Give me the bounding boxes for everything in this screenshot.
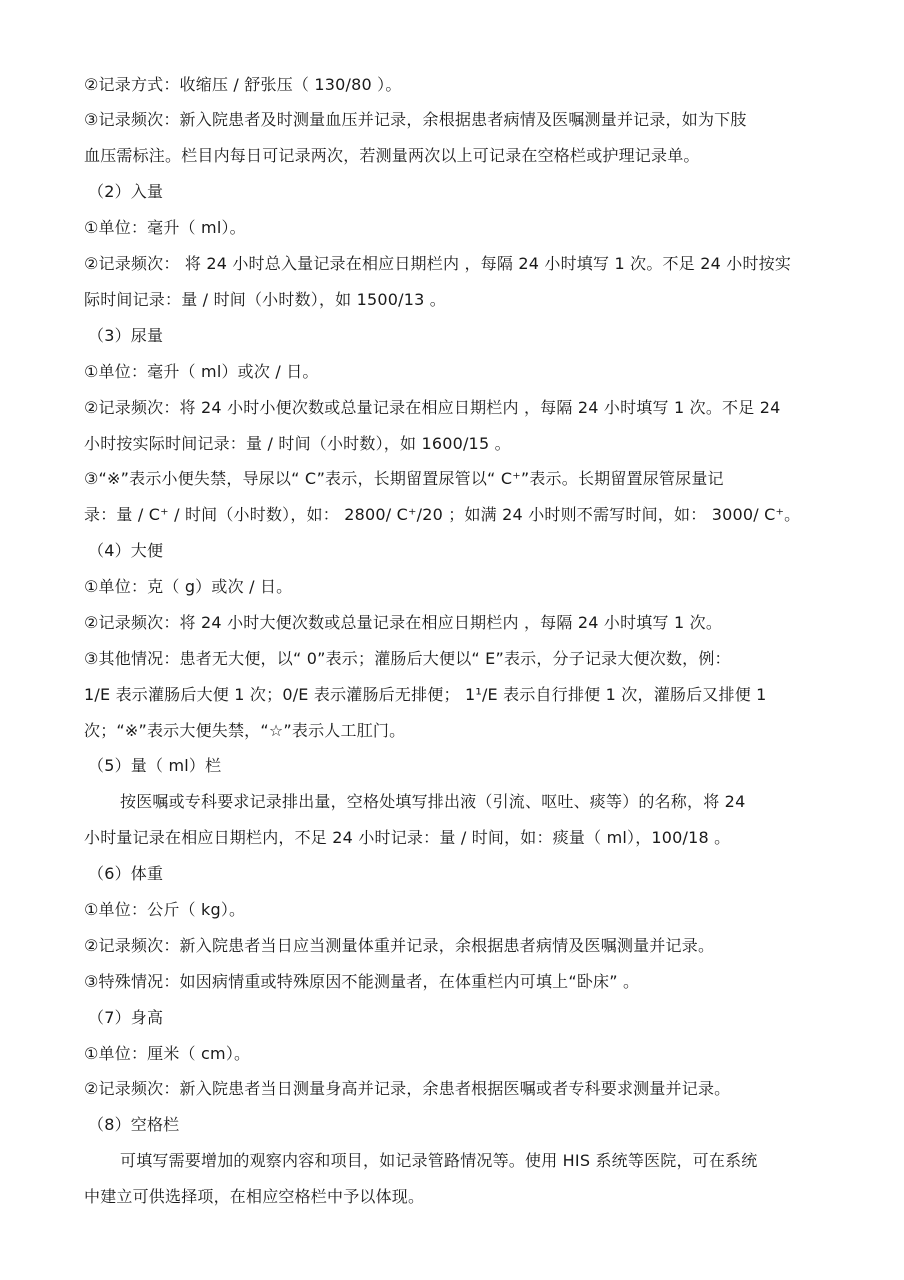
section-heading: （5）量（ ml）栏 [88, 756, 222, 775]
text-line: ②记录频次：将 24 小时大便次数或总量记录在相应日期栏内 ，每隔 24 小时填写 1 次。 [84, 613, 723, 632]
text-line: ①单位：公斤（ kg）。 [84, 900, 246, 919]
section-heading: （6）体重 [88, 864, 164, 883]
text-line: ②记录频次：将 24 小时小便次数或总量记录在相应日期栏内 ，每隔 24 小时填写 1 次。不足 24 [84, 398, 781, 417]
section-heading: （3）尿量 [88, 326, 164, 345]
section-heading: （7）身高 [88, 1008, 164, 1027]
text-line: ①单位：克（ g）或次 / 日。 [84, 577, 293, 596]
text-line: 录：量 / C⁺ / 时间（小时数），如： 2800/ C⁺/20 ；如满 24 小时则不需写时间，如： 3000/ C⁺。 [84, 505, 801, 524]
section-heading: （2）入量 [88, 182, 164, 201]
text-line: ①单位：毫升（ ml）。 [84, 218, 246, 237]
section-heading: （8）空格栏 [88, 1115, 180, 1134]
text-line: 小时量记录在相应日期栏内，不足 24 小时记录：量 / 时间，如：痰量（ ml），100/18 。 [84, 828, 731, 847]
text-line: 小时按实际时间记录：量 / 时间（小时数），如 1600/15 。 [84, 434, 511, 453]
text-line: ②记录方式：收缩压 / 舒张压（ 130/80 ）。 [84, 75, 402, 94]
text-line: ②记录频次： 将 24 小时总入量记录在相应日期栏内 ，每隔 24 小时填写 1 次。不足 24 小时按实 [84, 254, 792, 273]
text-line: ③特殊情况：如因病情重或特殊原因不能测量者，在体重栏内可填上“卧床” 。 [84, 972, 640, 991]
text-line: ②记录频次：新入院患者当日应当测量体重并记录，余根据患者病情及医嘱测量并记录。 [84, 936, 715, 955]
section-heading: （4）大便 [88, 541, 164, 560]
text-line: ②记录频次：新入院患者当日测量身高并记录，余患者根据医嘱或者专科要求测量并记录。 [84, 1079, 731, 1098]
text-line: ①单位：毫升（ ml）或次 / 日。 [84, 362, 319, 381]
text-line: 按医嘱或专科要求记录排出量，空格处填写排出液（引流、呕吐、痰等）的名称，将 24 [120, 792, 746, 811]
text-line: 1/E 表示灌肠后大便 1 次；0/E 表示灌肠后无排便； 1¹/E 表示自行排便 1 次，灌肠后又排便 1 [84, 685, 767, 704]
text-line: 可填写需要增加的观察内容和项目，如记录管路情况等。使用 HIS 系统等医院，可在系统 [120, 1151, 758, 1170]
text-line: ③记录频次：新入院患者及时测量血压并记录，余根据患者病情及医嘱测量并记录，如为下肢 [84, 110, 747, 129]
text-line: ③其他情况：患者无大便，以“ 0”表示；灌肠后大便以“ E”表示，分子记录大便次数，例： [84, 649, 731, 668]
text-line: ①单位：厘米（ cm）。 [84, 1044, 251, 1063]
text-line: 中建立可供选择项，在相应空格栏中予以体现。 [84, 1187, 425, 1206]
text-line: 次；“※”表示大便失禁，“☆”表示人工肛门。 [84, 721, 406, 740]
text-line: 际时间记录：量 / 时间（小时数），如 1500/13 。 [84, 290, 447, 309]
text-line: 血压需标注。栏目内每日可记录两次，若测量两次以上可记录在空格栏或护理记录单。 [84, 146, 700, 165]
text-line: ③“※”表示小便失禁，导尿以“ C”表示，长期留置尿管以“ C⁺”表示。长期留置尿管尿量记 [84, 469, 724, 488]
